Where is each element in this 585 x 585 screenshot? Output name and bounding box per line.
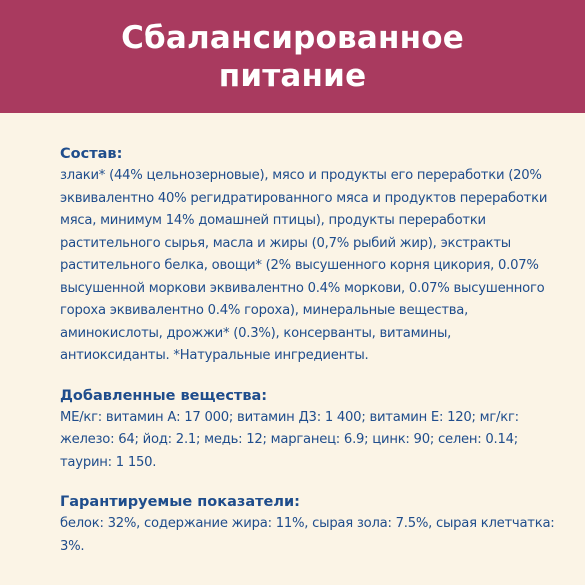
section-heading-guaranteed: Гарантируемые показатели: [60,494,300,510]
section-composition [60,143,561,368]
section-heading-composition: Состав: [60,146,123,162]
section-text-additives: МЕ/кг: витамин А: 17 000; витамин Д3: 1 400; витамин Е: 120; мг/кг: железо: 64; йод: 2.1; медь: 12; марганец: 6.9; цинк: 90; селен: 0.14; таурин: 1 150. [60,409,519,470]
section-heading-additives: Добавленные вещества: [60,387,268,404]
section-text-composition: злаки* (44% цельнозерновые), мясо и продукты его переработки (20% эквивалентно 40% регидратированного мяса и продуктов переработки мяса, минимум 14% домашней птицы), продукты переработки растительного сырья, масла и жиры (0,7% рыбий жир), экстракты растительного белка, овощи* (2% высушенного корня цикория, 0.07% высушенной моркови эквивалентно 0.4% моркови, 0.07% высушенного гороха эквивалентно 0.4% гороха), минеральные вещества, аминокислоты, дрожжи* (0.3%), консерванты, витамины, антиоксиданты. *Натуральные ингредиенты. [60,168,548,363]
section-guaranteed [60,491,561,558]
section-text-guaranteed: белок: 32%, содержание жира: 11%, сырая зола: 7.5%, сырая клетчатка: 3%. [60,516,555,554]
section-additives [60,385,561,475]
header-title: Сбалансированное питание [121,19,464,94]
content [0,113,585,558]
header-banner [0,0,585,113]
